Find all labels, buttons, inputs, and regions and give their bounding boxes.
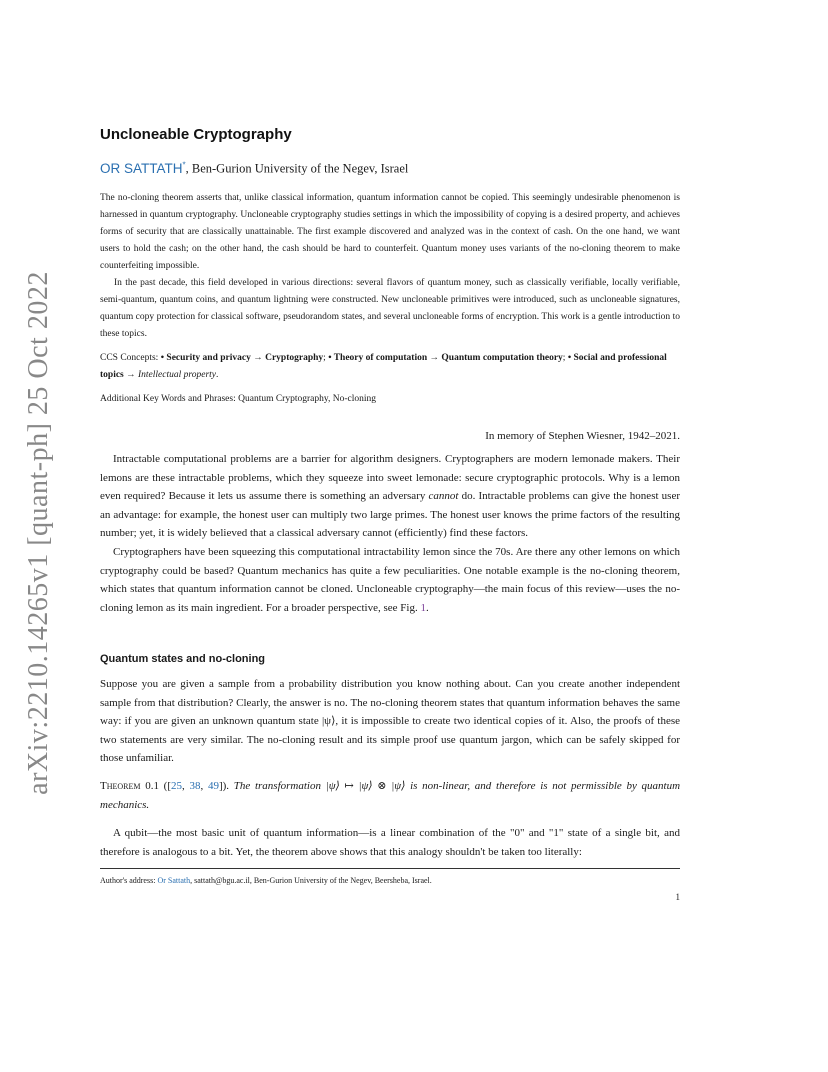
intro-paragraph [100,450,680,543]
theorem-label: Theorem 0.1 [100,780,159,792]
qubit-paragraph: A qubit—the most basic unit of quantum information—is a linear combination of the "0" and "1" state of a single bit, and therefore is analogous to a bit. Yet, the theorem above shows that this analogy shouldn't be taken too literally: [100,827,680,858]
keywords: Additional Key Words and Phrases: Quantum Cryptography, No-cloning [100,394,377,404]
text-run: Cryptographers have been squeezing this computational intractability lemon since the 70s. Are there any other lemons on which cryptography could be based? Quantum mechanics has quite a few peculiarities. One notable example is the no-cloning theorem, which states that quantum information cannot be cloned. Uncloneable cryptography—the main focus of this review—uses the no-cloning lemon as its main ingredient. For a broader perspective, see Fig. [100,545,680,614]
theorem-block [100,777,680,815]
section-body [100,675,680,768]
ccs-arrow: → [427,353,442,363]
citation-link[interactable]: 49 [207,780,219,792]
ccs-term: • Theory of computation [328,353,428,363]
ccs-term: • Security and privacy [160,353,251,363]
ccs-term: • Social and professional topics [100,353,667,380]
dedication: In memory of Stephen Wiesner, 1942–2021. [485,430,680,442]
text-run: Intractable computational problems are a barrier for algorithm designers. Cryptographers are modern lemonade makers. Their lemons are these intractable problems, which they squeeze into sweet lemonade: secure cryptographic protocols. Why is a lemon even required? Because it lets us assume there is something an adversary [100,453,680,503]
author-address-footnote [100,876,432,885]
ccs-sep: ; [323,353,329,363]
intro-body [100,450,680,617]
text-run: . [425,601,429,614]
author-name-link[interactable] [100,161,186,176]
abstract [100,190,680,343]
author-line [100,160,408,177]
footnote-divider [100,868,680,869]
footnote-rest: , sattath@bgu.ac.il, Ben-Gurion University of the Negev, Beersheba, Israel. [190,876,432,885]
section-paragraph: Suppose you are given a sample from a probability distribution you know nothing about. Can you create another independent sample from that distribution? Clearly, the answer is no. The no-cloning theorem states that quantum information behaves the same way: if you are given an unknown quantum state |ψ⟩, it is impossible to create two identical copies of it. Also, the proofs of these two statements are very similar. The no-cloning result and its simple proof use quantum jargon, which can be safely skipped for those unfamiliar. [100,678,680,765]
theorem-punct: , [182,780,190,792]
intro-paragraph [100,543,680,617]
theorem-statement: The transformation |ψ⟩ ↦ |ψ⟩ ⊗ |ψ⟩ is non-linear, and therefore is not permissible by quantum mechanics. [100,780,681,811]
theorem-punct: ]). [218,780,234,792]
ccs-arrow: → [123,370,138,380]
author-address-link[interactable]: Or Sattath [157,876,191,885]
ccs-concepts [100,350,680,384]
footnote-prefix: Author's address: [100,876,158,885]
ccs-sep: ; [562,353,568,363]
citation-link[interactable]: 38 [189,780,201,792]
text-run: do. Intractable problems can give the honest user an advantage: for example, the honest user can multiply two large primes. The honest user knows the prime factors of the resulting number; yet, it is widely believed that a classical adversary cannot (efficiently) find these factors. [100,490,680,540]
ccs-arrow: → [250,353,266,363]
text-emphasis: cannot [428,490,459,503]
author-name: OR SATTATH [100,160,183,176]
page-number: 1 [675,892,680,902]
citation-link[interactable]: 25 [171,780,183,792]
author-footnote-marker: * [182,160,186,169]
ccs-term: Quantum computation theory [441,353,563,363]
author-affiliation: , Ben-Gurion University of the Negev, Israel [185,161,409,176]
figure-reference-link[interactable]: 1 [420,601,426,614]
theorem-punct: ([ [158,780,172,792]
ccs-end: . [216,370,219,380]
ccs-prefix: CCS Concepts: [100,353,161,363]
theorem-punct: , [200,780,208,792]
abstract-paragraph: The no-cloning theorem asserts that, unlike classical information, quantum information cannot be copied. This seemingly undesirable phenomenon is harnessed in quantum cryptography. Uncloneable cryptography studies settings in which the impossibility of copying is a desired property, and achieves forms of security that are classically unattainable. The first example discovered and analyzed was in the context of cash. On the one hand, we want users to hold the cash; on the other hand, the cash should be hard to counterfeit. Quantum money uses variants of the no-cloning theorem to make counterfeiting impossible. [100,193,680,271]
abstract-paragraph: In the past decade, this field developed in various directions: several flavors of quantum money, such as classically verifiable, locally verifiable, semi-quantum, quantum coins, and quantum lightning were constructed. New uncloneable primitives were introduced, such as uncloneable signatures, quantum copy protection for classical software, pseudorandom states, and several uncloneable forms of encryption. This work is a gentle introduction to these topics. [100,278,680,339]
ccs-term: Cryptography [265,353,324,363]
ccs-term-italic: Intellectual property [138,370,216,380]
section-heading: Quantum states and no-cloning [100,653,266,665]
paper-title: Uncloneable Cryptography [100,126,292,143]
arxiv-stamp-text: arXiv:2210.14265v1 [quant-ph] 25 Oct 2022 [23,271,54,795]
arxiv-stamp [14,271,64,795]
qubit-body [100,824,680,861]
